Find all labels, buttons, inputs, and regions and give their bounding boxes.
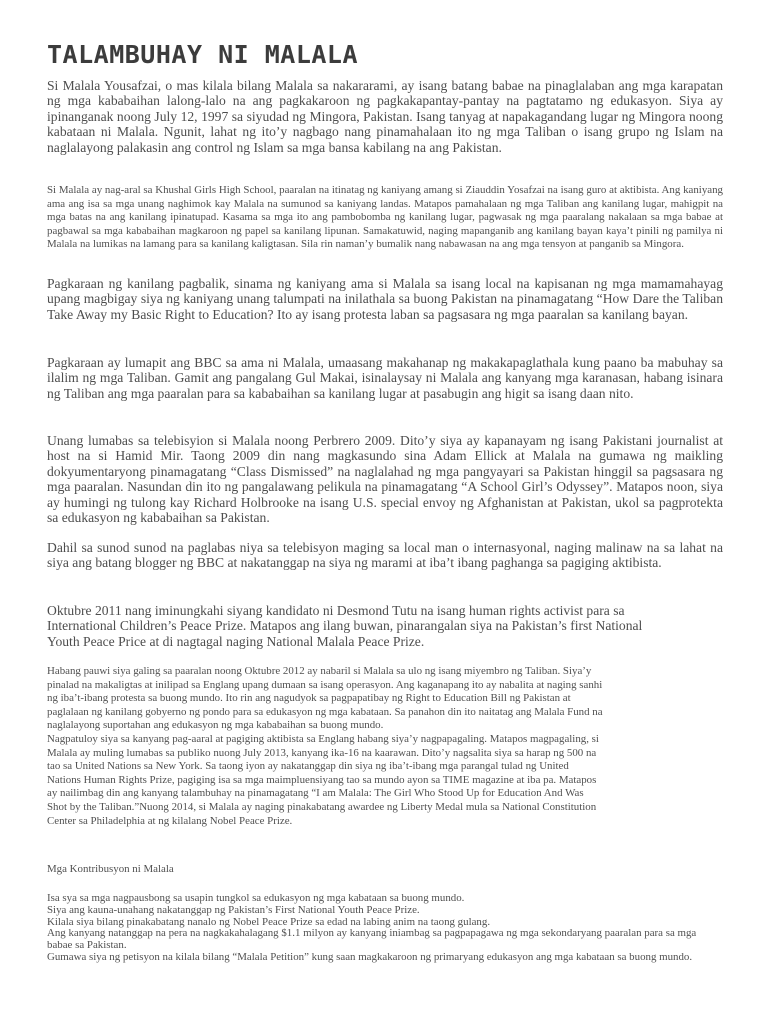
page-title: TALAMBUHAY NI MALALA xyxy=(47,40,359,69)
paragraph-shooting-and-awards: Habang pauwi siya galing sa paaralan noong Oktubre 2012 ay nabaril si Malala sa ulo ng isang miyembro ng Taliban. Siya’y pinalad na makaligtas at inilipad sa Englang upang dumaan sa isang operasyon. Ang kaganapang ito ay nabalita at naging sanhi ng iba’t-ibang protesta sa buong mundo. Ito rin ang nagudyok sa pagpapatibay ng Right to Education Bill ng Pakistan at paglalaan ng kanilang gobyerno ng pondo para sa edukasyon ng mga kabataan. Sa panahon din ito naitatag ang Malala Fund na naglalayong suportahan ang edukasyon ng mga kababaihan sa buong mundo. Nagpatuloy siya sa kanyang pag-aaral at pagiging aktibista sa Englang habang siya’y nagpapagaling. Matapos magpagaling, si Malala ay muling lumabas sa publiko nuong July 2013, kanyang ika-16 na kaarawan. Dito’y nagsalita siya sa harap ng 500 na tao sa United Nations sa New York. Sa taong iyon ay nakatanggap din siya ng iba’t-ibang mga parangal tulad ng United Nations Human Rights Prize, pagiging isa sa mga maimpluensiyang tao sa mundo ayon sa TIME magazine at iba pa. Matapos ay nailimbag din ang kanyang talambuhay na pinamagatang “I am Malala: The Girl Who Stood Up for Education And Was Shot by the Taliban.”Nuong 2014, si Malala ay naging pinakabatang awardee ng Liberty Medal mula sa National Constitution Center sa Philadelphia at ng kilalang Nobel Peace Prize. xyxy=(47,665,603,827)
contributions-heading: Mga Kontribusyon ni Malala xyxy=(47,863,174,875)
paragraph-bbc-blog: Pagkaraan ay lumapit ang BBC sa ama ni Malala, umaasang makahanap ng makakapaglathala kung paano ba mabuhay sa ilalim ng mga Taliban. Gamit ang pangalang Gul Makai, isinalaysay ni Malala ang kanyang mga karanasan, habang isinara ng Taliban ang mga paaralan para sa kababaihan sa kanilang lugar at pasabugin ang higit sa isang daan nito. xyxy=(47,355,723,401)
list-item: Gumawa siya ng petisyon na kilala bilang “Malala Petition” kung saan magkakaroon ng primaryang edukasyon ang mga kabataan sa buong mundo. xyxy=(47,950,693,963)
list-item: Isa sya sa mga nagpausbong sa usapin tungkol sa edukasyon ng mga kabataan sa buong mundo. xyxy=(47,892,465,904)
paragraph-introduction: Si Malala Yousafzai, o mas kilala bilang Malala sa nakararami, ay isang batang babae na pinaglalaban ang mga karapatan ng mga kababaihan lalong-lalo na ang pagkakaroon ng pagkakapantay-pantay na pagtatamo ng edukasyon. Siya ay ipinanganak noong July 12, 1997 sa siyudad ng Mingora, Pakistan. Isang tanyag at napakagandang lugar ng Mingora noong kabataan ni Malala. Ngunit, lahat ng ito’y nagbago nang pinamahalaan ito ng mga Taliban o isang grupo ng Islam na naglalayong palakasin ang control ng Islam sa mga bansa kabilang na ang Pakistan. xyxy=(47,78,723,155)
paragraph-recognition: Dahil sa sunod sunod na paglabas niya sa telebisyon maging sa local man o internasyonal, naging malinaw na sa lahat na siya ang batang blogger ng BBC at nakatanggap na siya ng marami at iba’t ibang paghanga sa pagiging aktibista. xyxy=(47,540,723,571)
list-item: Kilala siya bilang pinakabatang nanalo ng Nobel Peace Prize sa edad na labing anim na taong gulang. xyxy=(47,915,491,928)
paragraph-schooling: Si Malala ay nag-aral sa Khushal Girls High School, paaralan na itinatag ng kaniyang amang si Ziauddin Yosafzai na isang guro at aktibista. Ang kaniyang ama ang isa sa mga unang naghimok kay Malala na sumunod sa kaniyang landas. Matapos pamahalaan ng mga Taliban ang kanilang lugar, mahigpit na mga batas na ang kanilang ipinatupad. Kasama sa mga ito ang pambobomba ng kanilang lugar, pagwasak ng mga paaralang nakalaan sa mga babae at pagbawal sa mga kababaihan magkaroon ng papel sa kanilang lipunan. Samakatuwid, naging mapanganib ang kanilang bayan kaya’t pinili ng pamilya ni Malala na lumikas na lamang para sa kanilang kaligtasan. Sila rin naman’y bumalik nang nabawasan na ang mga tensyon at panganib sa Mingora. xyxy=(47,184,723,251)
list-item: Siya ang kauna-unahang nakatanggap ng Pakistan’s First National Youth Peace Prize. xyxy=(47,903,420,916)
contributions-list xyxy=(47,893,723,964)
paragraph-television: Unang lumabas sa telebisyion si Malala noong Perbrero 2009. Dito’y siya ay kapanayam ng isang Pakistani journalist at host na si Hamid Mir. Taong 2009 din nang magkasundo sina Adam Ellick at Malala na gumawa ng maikling dokyumentaryong pinamagatang “Class Dismissed” na naglalahad ng mga pangyayari sa Pakistan hinggil sa pagsasara ng mga paaralan. Nasundan din ito ng pangalawang pelikula na pinamagatang “A School Girl’s Odyssey”. Matapos noon, siya ay humingi ng tulong kay Richard Holbrooke na isang U.S. special envoy ng Afghanistan at Pakistan, ukol sa pagprotekta sa edukasyon ng kababaihan sa Pakistan. xyxy=(47,433,723,526)
paragraph-peace-prize: Oktubre 2011 nang iminungkahi siyang kandidato ni Desmond Tutu na isang human rights activist para sa International Children’s Peace Prize. Matapos ang ilang buwan, pinarangalan siya na Pakistan’s first National Youth Peace Price at di nagtagal naging National Malala Peace Prize. xyxy=(47,603,643,649)
list-item: Ang kanyang natanggap na pera na nagkakahalagang $1.1 milyon ay kanyang iniambag sa pagpapagawa ng mga sekondaryang paaralan para sa mga babae sa Pakistan. xyxy=(47,927,697,952)
paragraph-first-speech: Pagkaraan ng kanilang pagbalik, sinama ng kaniyang ama si Malala sa isang local na kapisanan ng mga mamamahayag upang magbigay siya ng kaniyang unang talumpati na inilathala sa buong Pakistan na pinamagatang “How Dare the Taliban Take Away my Basic Right to Education? Ito ay isang protesta laban sa pagsasara ng mga paaralan sa kanilang bayan. xyxy=(47,276,723,322)
